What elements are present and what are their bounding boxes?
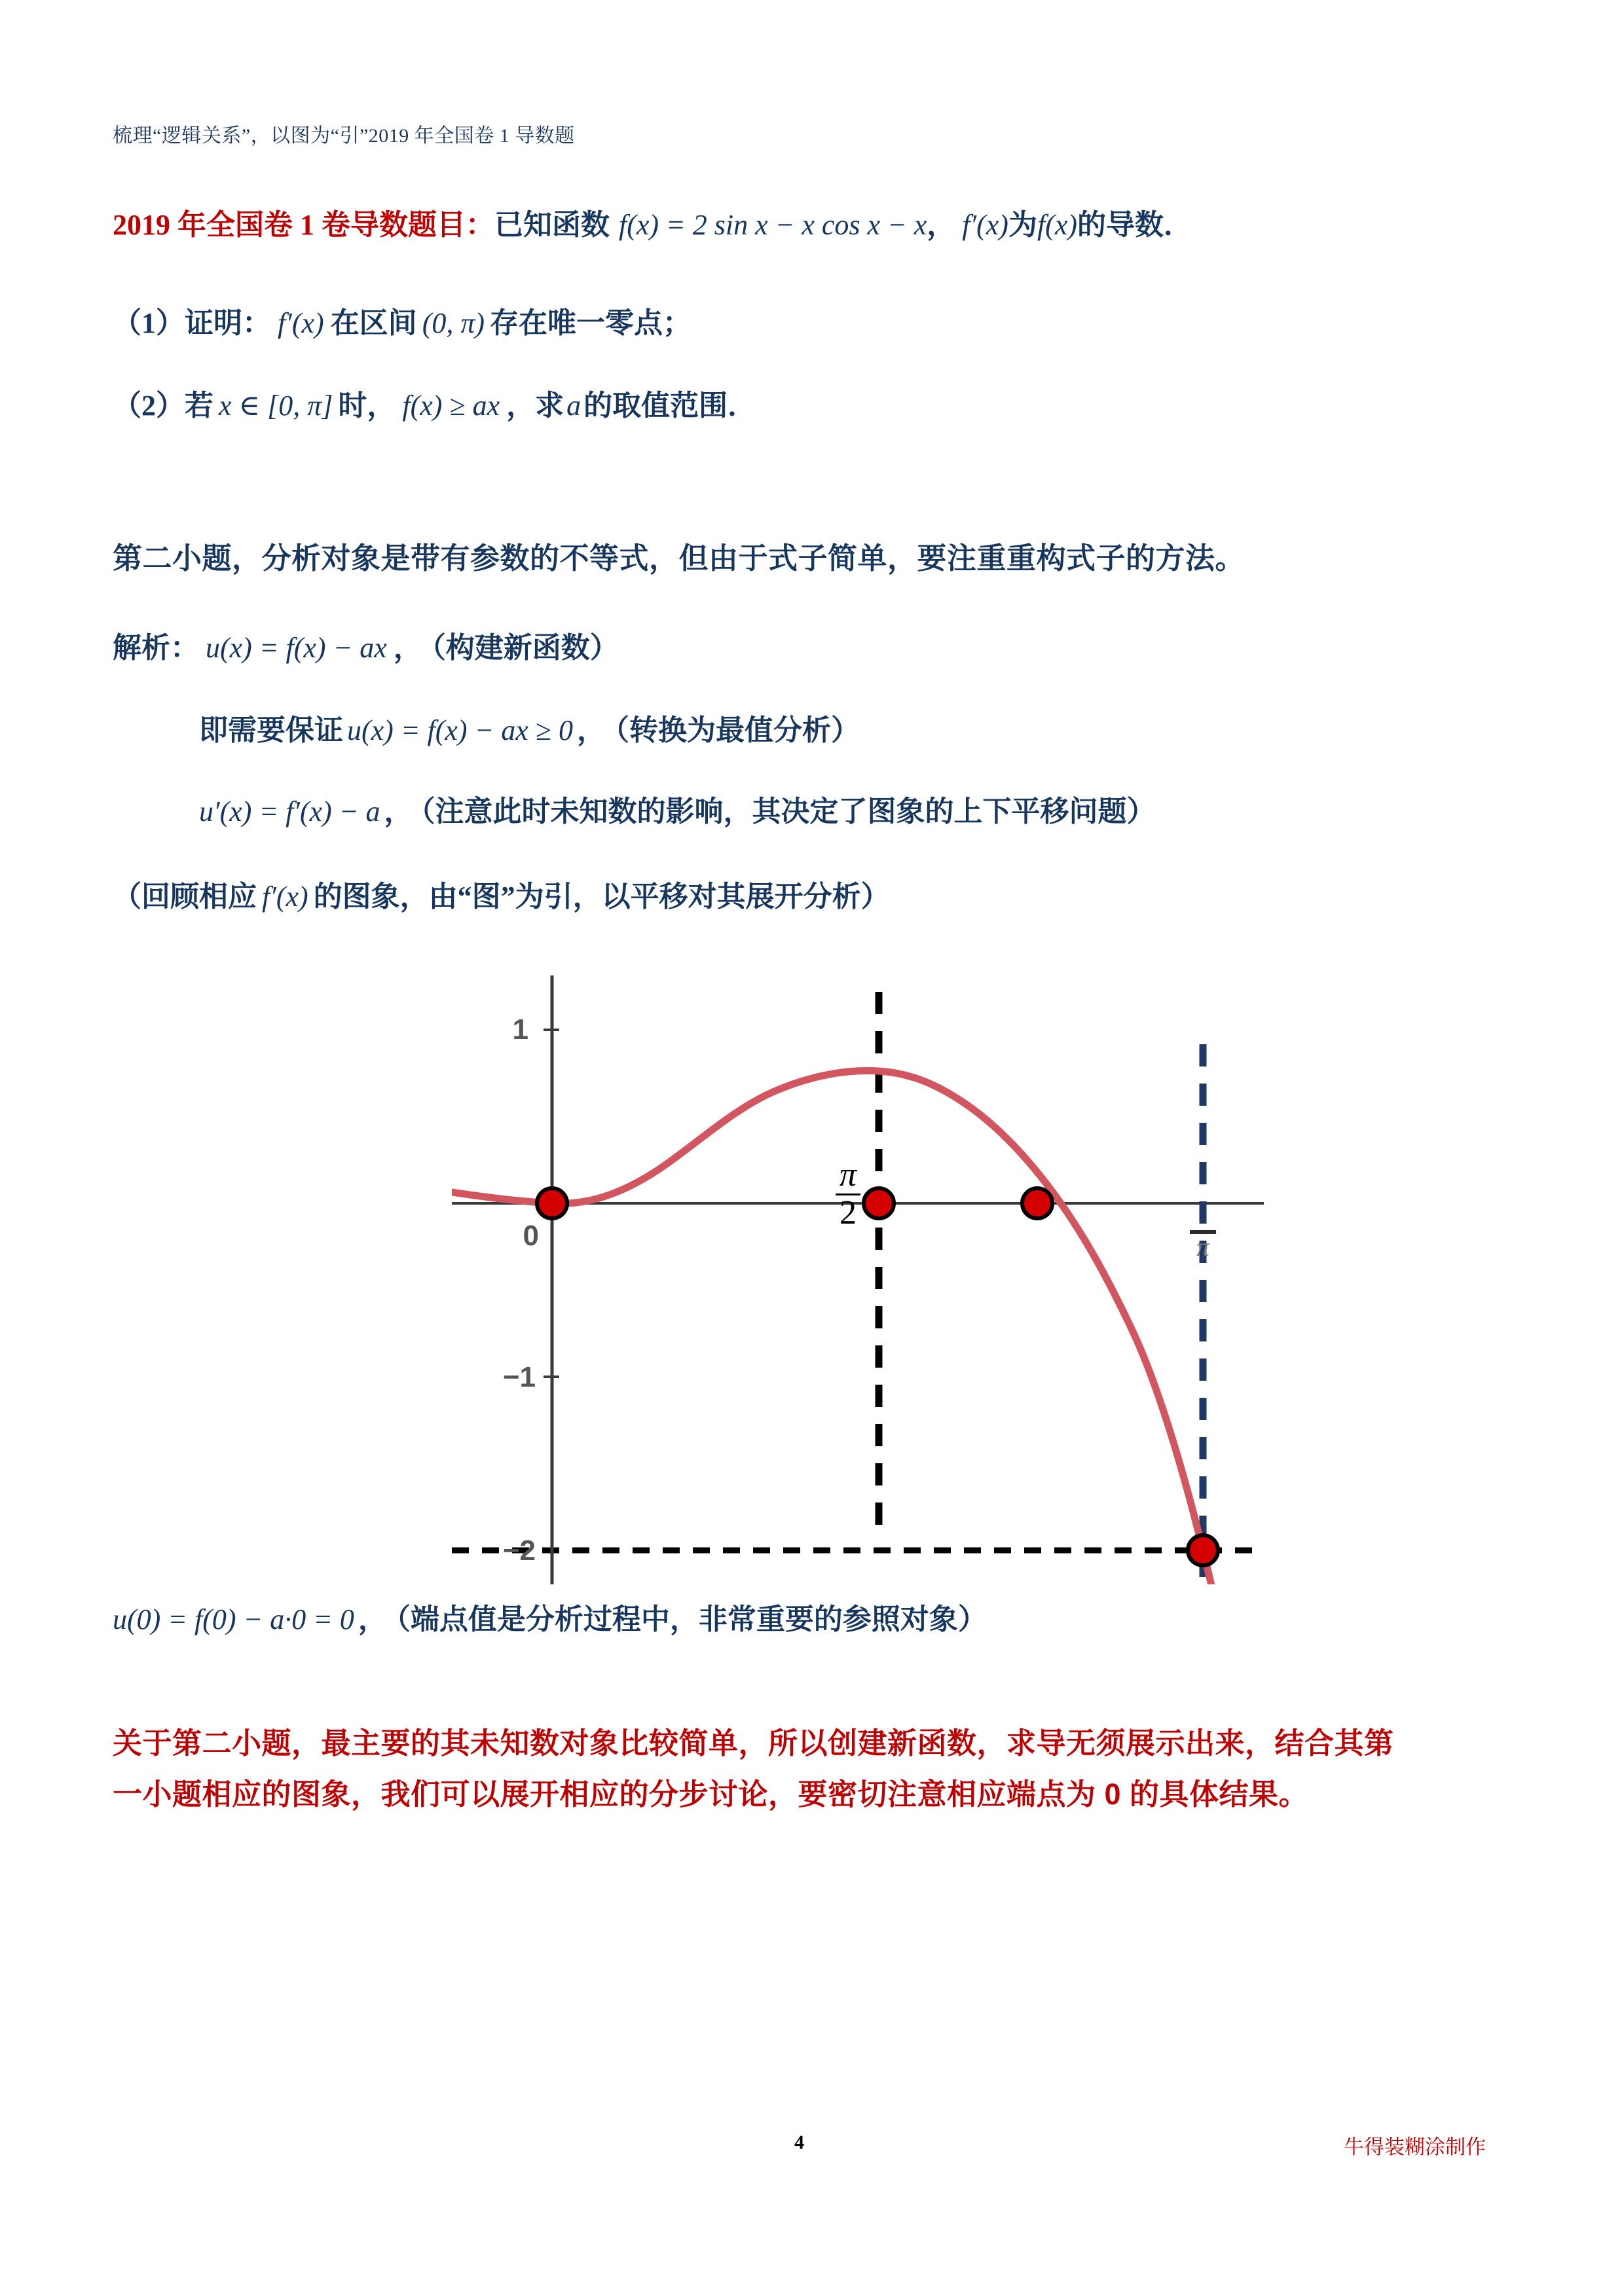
part-2-body-a: x ∈ [0, π] (219, 390, 333, 422)
problem-part-2 (113, 392, 756, 420)
pi-over-2-numerator: π (836, 1157, 860, 1195)
part-2-lead: 若 (185, 390, 213, 422)
commentary-bottom-line-2: 一小题相应的图象，我们可以展开相应的分步讨论，要密切注意相应端点为 0 的具体结果。 (113, 1777, 1309, 1811)
graph-intro-c: 的图象，由“图”为引，以平移对其展开分析） (313, 881, 890, 913)
endpoint-line (113, 1605, 987, 1634)
problem-title-line (113, 211, 1192, 240)
derivative-graph (452, 975, 1264, 1584)
problem-statement-fprime: f′(x) (962, 209, 1008, 241)
endpoint-note: （端点值是分析过程中，非常重要的参照对象） (396, 1603, 987, 1635)
solution-step-2-formula: u(x) = f(x) − ax ≥ 0 (347, 714, 573, 746)
problem-statement-formula: f(x) = 2 sin x − x cos x − x (619, 209, 927, 241)
marker-pi-over-2-on-axis (864, 1188, 894, 1218)
part-1-body-b: 在区间 (330, 307, 417, 339)
part-2-body-f: 的取值范围． (583, 390, 757, 422)
solution-step-3-comma: ， (384, 795, 413, 828)
graph-intro-a: （回顾相应 (113, 881, 257, 913)
solution-step-1-note: （构建新函数） (431, 632, 619, 664)
endpoint-comma: ， (358, 1603, 387, 1635)
part-2-body-c: f(x) ≥ ax (402, 390, 500, 422)
problem-statement-suffix: 为 (1008, 209, 1037, 241)
solution-step-1 (113, 634, 619, 663)
endpoint-formula: u(0) = f(0) − a·0 = 0 (113, 1603, 354, 1635)
solution-step-1-formula: u(x) = f(x) − ax (206, 632, 387, 664)
y-tick-label-1: 1 (512, 1013, 528, 1046)
graph-intro-line (113, 883, 890, 911)
solution-heading: 解析： (113, 632, 199, 664)
part-1-label: （1） (113, 307, 185, 339)
problem-title-red: 2019 年全国卷 1 卷导数题目： (113, 209, 494, 241)
x-tick-label-pi-over-2 (836, 1157, 860, 1231)
part-2-body-b: 时， (338, 390, 396, 422)
marker-origin-zero (537, 1188, 567, 1218)
marker-endpoint-pi (1188, 1535, 1218, 1565)
solution-step-2-note: （转换为最值分析） (614, 714, 860, 746)
part-2-label: （2） (113, 390, 185, 422)
graph-intro-b: f′(x) (262, 881, 308, 913)
solution-step-1-comma: ， (393, 632, 422, 664)
part-1-body-a: f′(x) (278, 307, 324, 339)
page-number: 4 (794, 2132, 804, 2153)
solution-step-3 (199, 797, 1156, 826)
solution-step-2-prefix: 即需要保证 (199, 714, 343, 746)
part-1-body-c: (0, π) (422, 307, 485, 339)
x-tick-label-pi: π (1196, 1232, 1210, 1262)
problem-statement-end: 的导数． (1077, 209, 1192, 241)
part-2-body-e: a (566, 390, 581, 422)
y-tick-label-minus-2: −2 (502, 1535, 536, 1567)
part-2-body-d: ，求 (506, 390, 564, 422)
y-tick-label-minus-1: −1 (502, 1361, 536, 1393)
derivative-graph-svg (452, 975, 1264, 1584)
problem-statement-fx: f(x) (1037, 209, 1077, 241)
problem-statement-prefix: 已知函数 (494, 209, 610, 241)
fprime-curve (452, 1071, 1221, 1584)
problem-statement-mid: ， (927, 209, 956, 241)
part-1-body-d: 存在唯一零点； (490, 307, 692, 339)
solution-step-2 (199, 716, 860, 745)
page-header: 梳理“逻辑关系”，以图为“引”2019 年全国卷 1 导数题 (113, 125, 575, 147)
pi-over-2-denominator: 2 (840, 1194, 857, 1231)
y-tick-label-0: 0 (523, 1220, 539, 1252)
solution-step-3-note: （注意此时未知数的影响，其决定了图象的上下平移问题） (420, 795, 1156, 828)
part-1-lead: 证明： (185, 307, 271, 339)
footer-credit: 牛得装糊涂制作 (1344, 2136, 1486, 2159)
solution-step-3-formula: u′(x) = f′(x) − a (199, 795, 380, 828)
commentary-top: 第二小题，分析对象是带有参数的不等式，但由于式子简单，要注重重构式子的方法。 (113, 541, 1246, 575)
commentary-bottom-line-1: 关于第二小题，最主要的其未知数对象比较简单，所以创建新函数，求导无须展示出来，结合其第 (113, 1726, 1394, 1760)
marker-unique-zero (1022, 1188, 1052, 1218)
solution-step-2-comma: ， (576, 714, 606, 746)
problem-part-1 (113, 309, 692, 338)
